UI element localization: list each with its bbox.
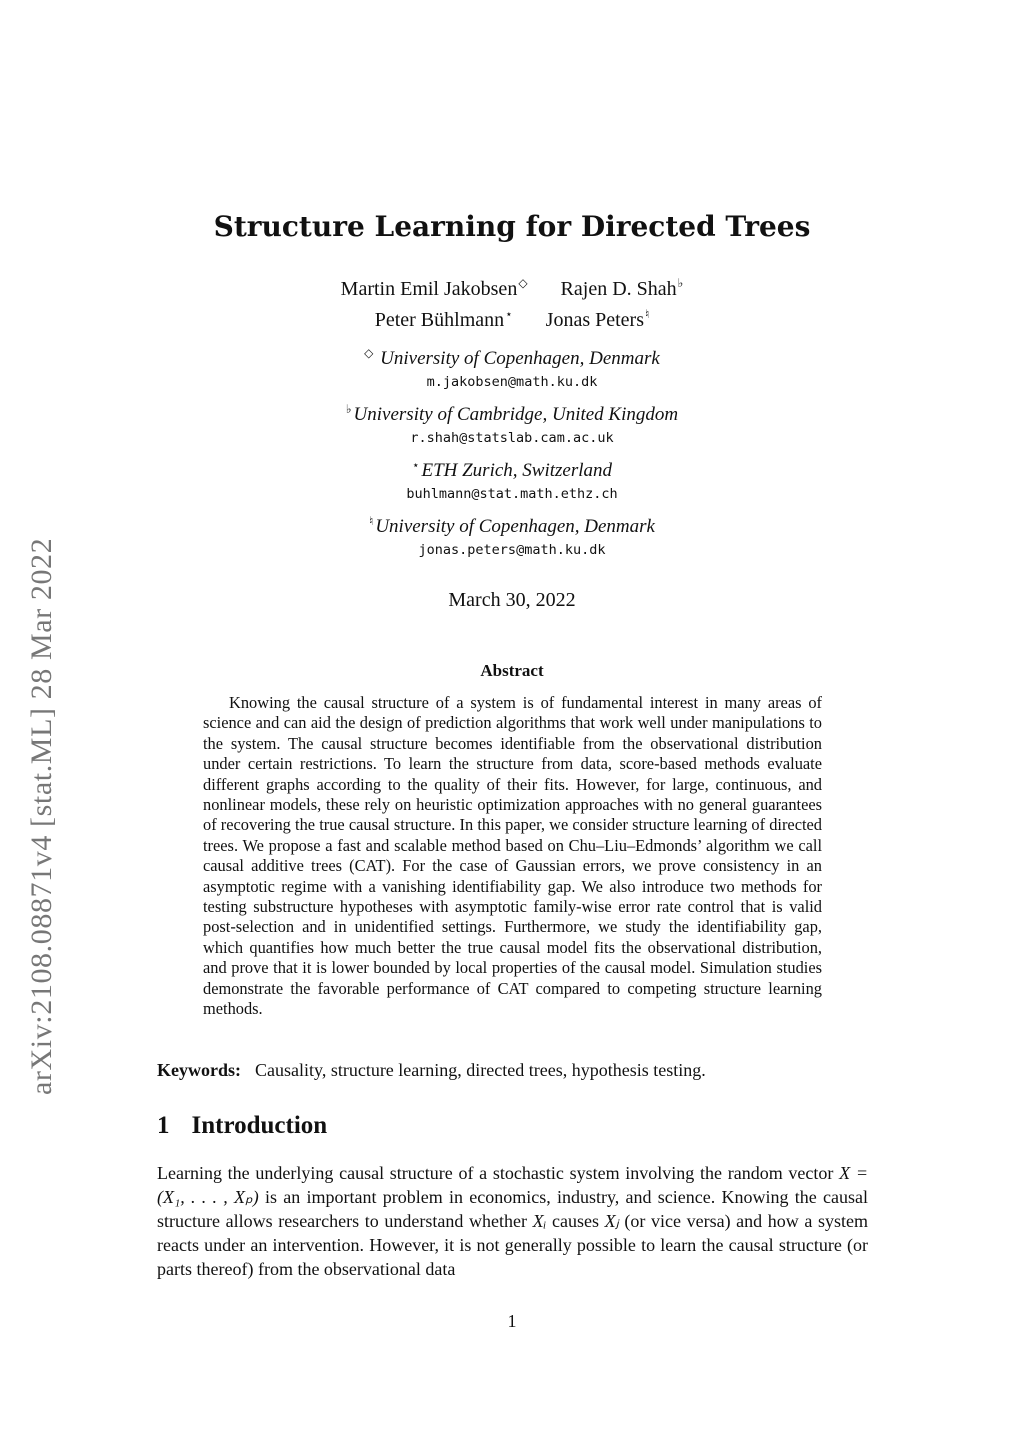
author-email[interactable]: m.jakobsen@math.ku.dk: [426, 374, 598, 390]
affiliation: ◇ University of Copenhagen, Denmark m.jakobsen@math.ku.dk: [0, 341, 1024, 393]
affiliation: ♭ University of Cambridge, United Kingdom r.shah@statslab.cam.ac.uk: [0, 397, 1024, 449]
abstract-text: Knowing the causal structure of a system is of fundamental interest in many areas of science and can aid the design of prediction algorithms that work well under manipulations to the system. The causal structure becomes identifiable from the observational distribution under certain restrictions. To learn the structure from data, score-based methods evaluate different graphs according to the quality of their fits. However, for large, continuous, and nonlinear models, these rely on heuristic optimization approaches with no general guarantees of recovering the true causal structure. In this paper, we consider structure learning of directed trees. We propose a fast and scalable method based on Chu–Liu–Edmonds’ algorithm we call causal additive trees (CAT). For the case of Gaussian errors, we prove consistency in an asymptotic regime with a vanishing identifiability gap. We also introduce two methods for testing substructure hypotheses with asymptotic family-wise error rate control that is valid post-selection and in unidentified settings. Furthermore, we study the identifiability gap, which quantifies how much better the true causal model fits the observational distribution, and prove that it is lower bounded by local properties of the causal model. Simulation studies demonstrate the favorable performance of CAT compared to competing structure learning methods.: [203, 693, 822, 1019]
author-email[interactable]: r.shah@statslab.cam.ac.uk: [410, 430, 614, 446]
author-email[interactable]: jonas.peters@math.ku.dk: [418, 542, 606, 558]
publication-date: March 30, 2022: [448, 589, 576, 611]
keywords: [157, 1060, 877, 1081]
math-vector: X = (X₁, . . . , Xₚ): [157, 1163, 868, 1207]
author-name: Martin Emil Jakobsen◇: [340, 276, 528, 300]
page-number: 1: [507, 1311, 517, 1331]
section-heading: [157, 1112, 327, 1140]
paper-title: Structure Learning for Directed Trees: [213, 210, 811, 243]
author-email[interactable]: buhlmann@stat.math.ethz.ch: [406, 486, 618, 502]
math-xi: Xᵢ: [532, 1211, 547, 1231]
section-number: 1: [157, 1112, 170, 1139]
affiliation: ♮ University of Copenhagen, Denmark jonas.peters@math.ku.dk: [0, 509, 1024, 561]
keywords-label: Keywords:: [157, 1060, 241, 1080]
abstract-heading: Abstract: [480, 661, 544, 680]
author-name: Rajen D. Shah♭: [560, 276, 684, 300]
arxiv-identifier[interactable]: arXiv:2108.08871v4 [stat.ML] 28 Mar 2022: [25, 537, 58, 1095]
section-title: Introduction: [191, 1112, 328, 1139]
introduction-paragraph: Learning the underlying causal structure of a stochastic system involving the random vector X = (X₁, . . . , Xₚ) is an important problem in economics, industry, and science. Knowing the causal structure allows researchers to understand whether Xᵢ causes Xⱼ (or vice versa) and how a system reacts under an intervention. However, it is not generally possible to learn the causal structure (or parts thereof) from the observational data: [157, 1163, 869, 1279]
author-name: Peter Bühlmann⋆: [374, 307, 513, 331]
math-xj: Xⱼ: [604, 1211, 619, 1231]
keywords-list: Causality, structure learning, directed trees, hypothesis testing.: [255, 1060, 706, 1080]
author-list: [0, 271, 1024, 333]
author-name: Jonas Peters♮: [545, 307, 650, 331]
affiliation: ⋆ ETH Zurich, Switzerland buhlmann@stat.math.ethz.ch: [0, 453, 1024, 505]
